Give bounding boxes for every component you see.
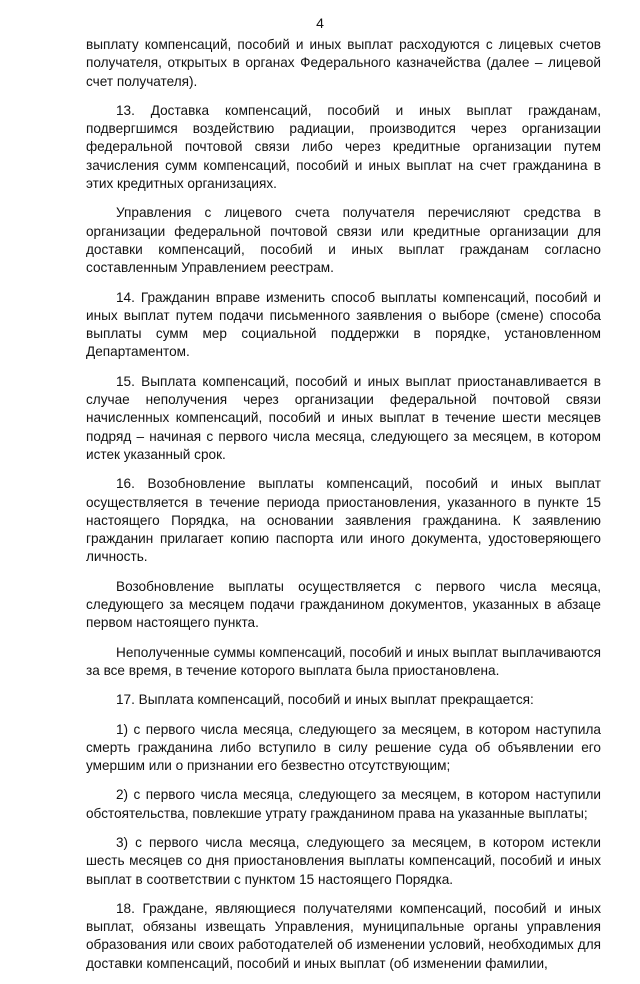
paragraph-17-item-3: 3) с первого числа месяца, следующего за месяцем, в котором истекли шесть месяцев со дня приостановления выплаты компенсаций, пособий и иных выплат в соответствии с пунктом 15 настоящего Порядка. (86, 834, 601, 887)
paragraph-16: 16. Возобновление выплаты компенсаций, пособий и иных выплат осуществляется в течение периода приостановления, указанного в пункте 15 настоящего Порядка, на основании заявления гражданина. К заявлению гражданин прилагает копию паспорта или иного документа, удостоверяющего личность. (86, 476, 601, 565)
paragraph-13-transfer: Управления с лицевого счета получателя перечисляют средства в организации федеральной почтовой связи или кредитные организации для доставки компенсаций, пособий и иных выплат гражданам согласно составленным Управлением реестрам. (86, 205, 601, 276)
paragraph-16-unpaid-sums: Неполученные суммы компенсаций, пособий и иных выплат выплачиваются за все время, в течение которого выплата была приостановлена. (86, 644, 602, 678)
paragraph-16-resumption: Возобновление выплаты осуществляется с первого числа месяца, следующего за месяцем подачи гражданином документов, указанных в абзаце первом настоящего пункта. (86, 578, 601, 631)
paragraph-17: 17. Выплата компенсаций, пособий и иных выплат прекращается: (116, 692, 534, 708)
paragraph-17-item-2: 2) с первого числа месяца, следующего за месяцем, в котором наступили обстоятельства, повлекшие утрату гражданином права на указанные выплаты; (86, 787, 601, 821)
document-body (86, 36, 601, 984)
paragraph-14: 14. Гражданин вправе изменить способ выплаты компенсаций, пособий и иных выплат путем подачи письменного заявления о выборе (смене) способа выплаты сумм мер социальной поддержки в порядке, установленном Департаментом. (86, 289, 601, 360)
paragraph-continuation: выплату компенсаций, пособий и иных выплат расходуются с лицевых счетов получателя, открытых в органах Федерального казначейства (далее – лицевой счет получателя). (86, 37, 601, 89)
paragraph-15: 15. Выплата компенсаций, пособий и иных выплат приостанавливается в случае неполучения через организации федеральной почтовой связи начисленных компенсаций, пособий и иных выплат в течение шести месяцев подряд – начиная с первого числа месяца, следующего за месяцем, в котором истек указанный срок. (86, 373, 601, 462)
page-number: 4 (316, 15, 324, 31)
paragraph-17-item-1: 1) с первого числа месяца, следующего за месяцем, в котором наступила смерть гражданина либо вступило в силу решение суда об объявлении его умершим или о признании его безвестно отсутствующим; (86, 721, 601, 774)
paragraph-18: 18. Граждане, являющиеся получателями компенсаций, пособий и иных выплат, обязаны извещать Управления, муниципальные органы управления образования или своих работодателей об изменении условий, необходимых для доставки компенсаций, пособий и иных выплат (об изменении фамилии, (86, 900, 601, 971)
paragraph-13: 13. Доставка компенсаций, пособий и иных выплат гражданам, подвергшимся воздействию радиации, производится через организации федеральной почтовой связи либо через кредитные организации путем зачисления сумм компенсаций, пособий и иных выплат на счет гражданина в этих кредитных организациях. (86, 102, 601, 192)
